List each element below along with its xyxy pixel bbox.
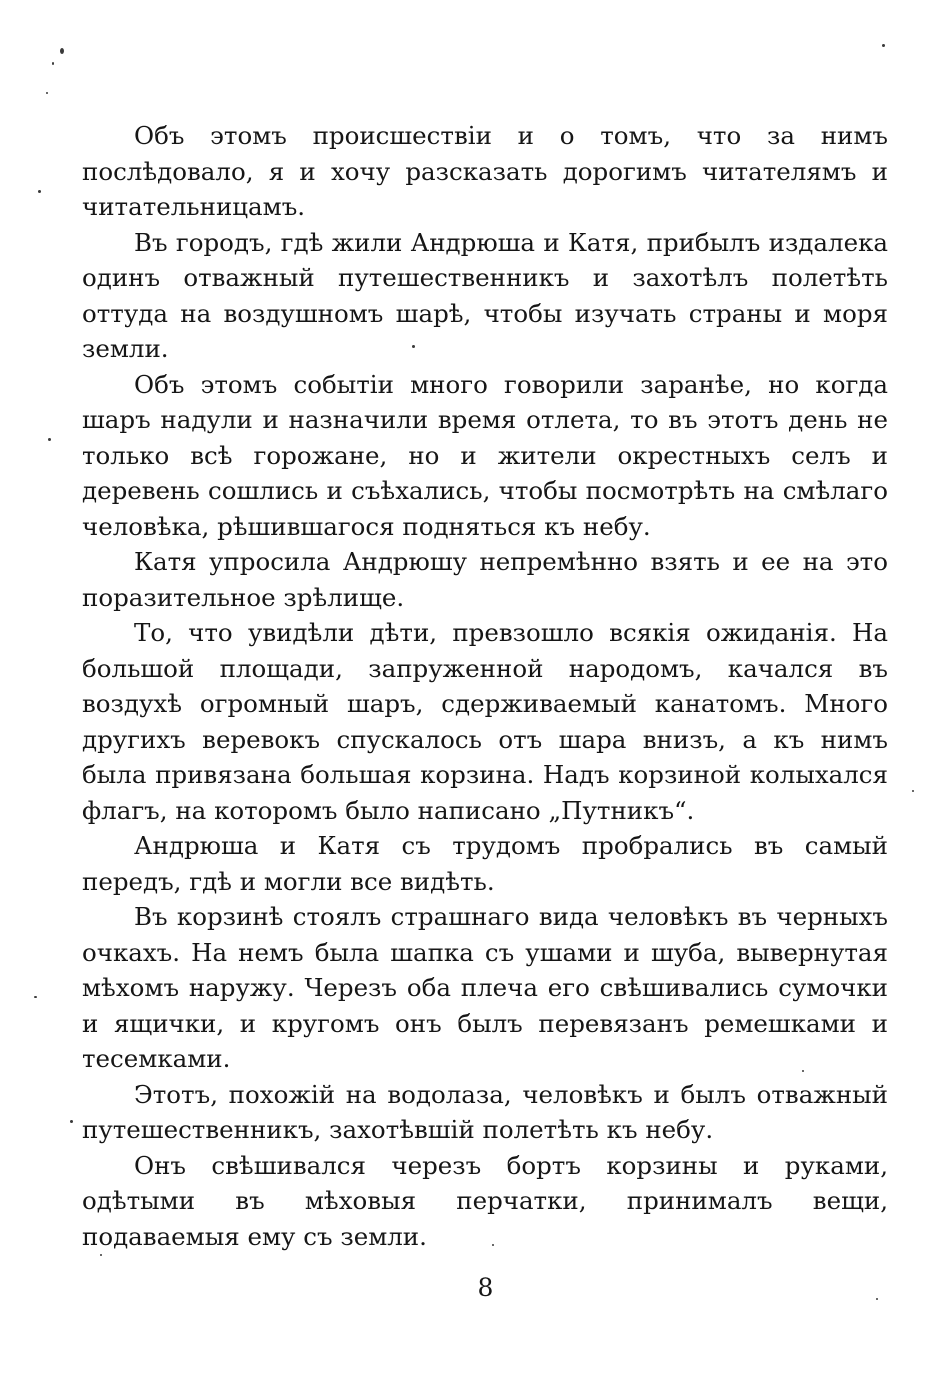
scan-speck — [52, 62, 54, 65]
scan-speck — [802, 1070, 804, 1072]
scan-speck — [492, 1244, 494, 1246]
scan-speck — [70, 1120, 73, 1123]
scan-speck — [34, 996, 37, 998]
paragraph-8: Этотъ, похожій на водолаза, человѣкъ и былъ отважный путешественникъ, захотѣвшій полетѣть къ небу. — [82, 1079, 888, 1144]
paragraph-1: Объ этомъ происшествіи и о томъ, что за нимъ послѣдовало, я и хочу разсказать дорогимъ читателямъ и читательницамъ. — [82, 121, 888, 221]
paragraph-3: Объ этомъ событіи много говорили заранѣе, но когда шаръ надули и назначили время отлета, то въ этотъ день не только всѣ горожане, но и жители окрестныхъ селъ и деревень сошлись и съѣхались, чтобы посмотрѣть на смѣлаго человѣка, рѣшившагося подняться къ небу. — [82, 369, 888, 541]
paragraph-9: Онъ свѣшивался черезъ бортъ корзины и руками, одѣтыми въ мѣховыя перчатки, принималъ вещи, подаваемыя ему съ земли. — [82, 1150, 888, 1251]
scan-speck — [46, 92, 48, 94]
scan-speck — [60, 48, 64, 54]
scan-speck — [100, 1254, 102, 1256]
paragraph-5: То, что увидѣли дѣти, превзошло всякія ожиданія. На большой площади, запруженной народомъ, качался въ воздухѣ огромный шаръ, сдерживаемый канатомъ. Много другихъ веревокъ спускалось отъ шара внизъ, а къ нимъ была привязана большая корзина. Надъ корзиной колыхался флагъ, на которомъ было написано „Путникъ“. — [82, 618, 888, 825]
paragraph-4: Катя упросила Андрюшу непремѣнно взять и ее на это поразительное зрѣлище. — [82, 547, 888, 612]
body-text — [82, 118, 888, 1254]
paragraph-6: Андрюша и Катя съ трудомъ пробрались въ самый передъ, гдѣ и могли все видѣть. — [82, 831, 888, 896]
page-number: 8 — [477, 1273, 494, 1302]
paragraph-2: Въ городъ, гдѣ жили Андрюша и Катя, прибылъ издалека одинъ отважный путешественникъ и захотѣлъ полетѣть оттуда на воздушномъ шарѣ, чтобы изучать страны и моря земли. — [82, 227, 888, 363]
scan-speck — [912, 790, 914, 792]
scan-speck — [412, 345, 415, 348]
paragraph-7: Въ корзинѣ стоялъ страшнаго вида человѣкъ въ черныхъ очкахъ. На немъ была шапка съ ушами и шуба, вывернутая мѣхомъ наружу. Черезъ оба плеча его свѣшивались сумочки и ящички, и кругомъ онъ былъ перевязанъ ремешками и тесемками. — [82, 902, 888, 1073]
scan-speck — [882, 44, 885, 47]
scan-speck — [38, 190, 41, 193]
scan-speck — [876, 1298, 878, 1300]
scan-speck — [48, 438, 51, 441]
